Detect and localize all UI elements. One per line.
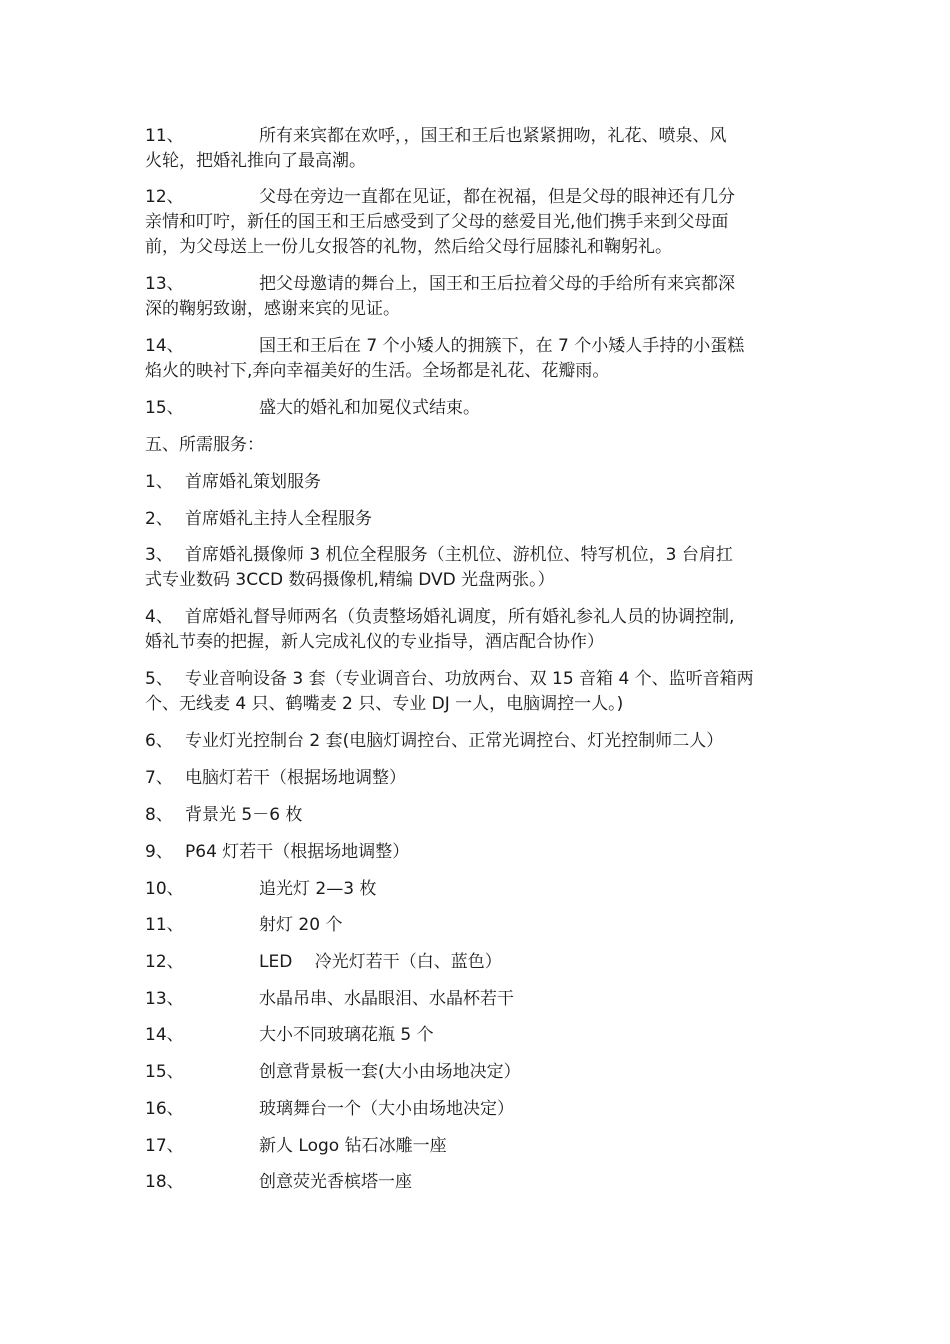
item-number: 16、 — [145, 1099, 184, 1119]
item-text: 创意荧光香槟塔一座 — [259, 1172, 412, 1192]
item-number: 7、 — [145, 768, 173, 788]
item-number: 1、 — [145, 472, 173, 492]
step-11 — [145, 124, 810, 174]
item-number: 15、 — [145, 398, 184, 418]
item-text-continued: 式专业数码 3CCD 数码摄像机,精编 DVD 光盘两张。） — [145, 570, 555, 590]
item-text: 创意背景板一套(大小由场地决定） — [259, 1062, 521, 1082]
item-text: 首席婚礼督导师两名（负责整场婚礼调度，所有婚礼参礼人员的协调控制, — [185, 607, 735, 627]
item-number: 4、 — [145, 607, 173, 627]
item-number: 12、 — [145, 952, 184, 972]
step-13 — [145, 272, 810, 322]
service-7 — [145, 766, 810, 791]
service-10 — [145, 877, 810, 902]
item-number: 11、 — [145, 915, 184, 935]
item-text: 水晶吊串、水晶眼泪、水晶杯若干 — [259, 989, 514, 1009]
service-15 — [145, 1060, 810, 1085]
service-2 — [145, 507, 810, 532]
item-text: 大小不同玻璃花瓶 5 个 — [259, 1025, 434, 1045]
item-text-continued: 个、无线麦 4 只、鹤嘴麦 2 只、专业 DJ 一人，电脑调控一人。) — [145, 694, 624, 714]
service-4 — [145, 605, 810, 655]
item-text: 首席婚礼摄像师 3 机位全程服务（主机位、游机位、特写机位，3 台肩扛 — [185, 545, 733, 565]
service-14 — [145, 1023, 810, 1048]
item-text: 追光灯 2—3 枚 — [259, 879, 377, 899]
item-text-continued: 火轮，把婚礼推向了最高潮。 — [145, 151, 366, 171]
item-text-continued: 焰火的映衬下,奔向幸福美好的生活。全场都是礼花、花瓣雨。 — [145, 361, 610, 381]
item-text-continued: 前，为父母送上一份儿女报答的礼物，然后给父母行屈膝礼和鞠躬礼。 — [145, 237, 672, 257]
service-5 — [145, 667, 810, 717]
service-16 — [145, 1097, 810, 1122]
step-14 — [145, 334, 810, 384]
item-number: 9、 — [145, 842, 173, 862]
item-number: 10、 — [145, 879, 184, 899]
item-number: 8、 — [145, 805, 173, 825]
item-number: 11、 — [145, 126, 184, 146]
item-text: 专业音响设备 3 套（专业调音台、功放两台、双 15 音箱 4 个、监听音箱两 — [185, 669, 754, 689]
item-text-continued: 婚礼节奏的把握，新人完成礼仪的专业指导，酒店配合协作） — [145, 632, 604, 652]
item-number: 3、 — [145, 545, 173, 565]
item-text-continued: 深的鞠躬致谢，感谢来宾的见证。 — [145, 299, 400, 319]
item-text: 盛大的婚礼和加冕仪式结束。 — [259, 398, 480, 418]
item-number: 14、 — [145, 1025, 184, 1045]
item-number: 5、 — [145, 669, 173, 689]
section-heading: 五、所需服务： — [145, 435, 264, 455]
item-number: 18、 — [145, 1172, 184, 1192]
item-text: LED 冷光灯若干（白、蓝色） — [259, 952, 502, 972]
item-number: 13、 — [145, 274, 184, 294]
item-number: 2、 — [145, 509, 173, 529]
step-12 — [145, 185, 810, 260]
item-text: 电脑灯若干（根据场地调整） — [185, 768, 406, 788]
item-text: 背景光 5－6 枚 — [185, 805, 303, 825]
item-text-continued: 亲情和叮咛，新任的国王和王后感受到了父母的慈爱目光,他们携手来到父母面 — [145, 212, 729, 232]
item-text: 把父母邀请的舞台上，国王和王后拉着父母的手给所有来宾都深 — [259, 274, 735, 294]
service-1 — [145, 470, 810, 495]
item-text: 首席婚礼主持人全程服务 — [185, 509, 372, 529]
item-text: 专业灯光控制台 2 套(电脑灯调控台、正常光调控台、灯光控制师二人） — [185, 731, 724, 751]
item-text: 射灯 20 个 — [259, 915, 343, 935]
item-text: 玻璃舞台一个（大小由场地决定） — [259, 1099, 514, 1119]
item-number: 17、 — [145, 1136, 184, 1156]
item-text: 首席婚礼策划服务 — [185, 472, 321, 492]
item-number: 12、 — [145, 187, 184, 207]
item-text: 父母在旁边一直都在见证，都在祝福，但是父母的眼神还有几分 — [259, 187, 735, 207]
item-text: 新人 Logo 钻石冰雕一座 — [259, 1136, 447, 1156]
item-text: 国王和王后在 7 个小矮人的拥簇下，在 7 个小矮人手持的小蛋糕 — [259, 336, 745, 356]
service-6 — [145, 729, 810, 754]
service-8 — [145, 803, 810, 828]
item-number: 6、 — [145, 731, 173, 751]
service-3 — [145, 543, 810, 593]
service-11 — [145, 913, 810, 938]
service-18 — [145, 1170, 810, 1195]
item-number: 14、 — [145, 336, 184, 356]
service-9 — [145, 840, 810, 865]
service-17 — [145, 1134, 810, 1159]
item-number: 13、 — [145, 989, 184, 1009]
item-text: 所有来宾都在欢呼，，国王和王后也紧紧拥吻，礼花、喷泉、风 — [259, 126, 727, 146]
step-15 — [145, 396, 810, 421]
item-text: P64 灯若干（根据场地调整） — [185, 842, 410, 862]
service-13 — [145, 987, 810, 1012]
item-number: 15、 — [145, 1062, 184, 1082]
service-12 — [145, 950, 810, 975]
